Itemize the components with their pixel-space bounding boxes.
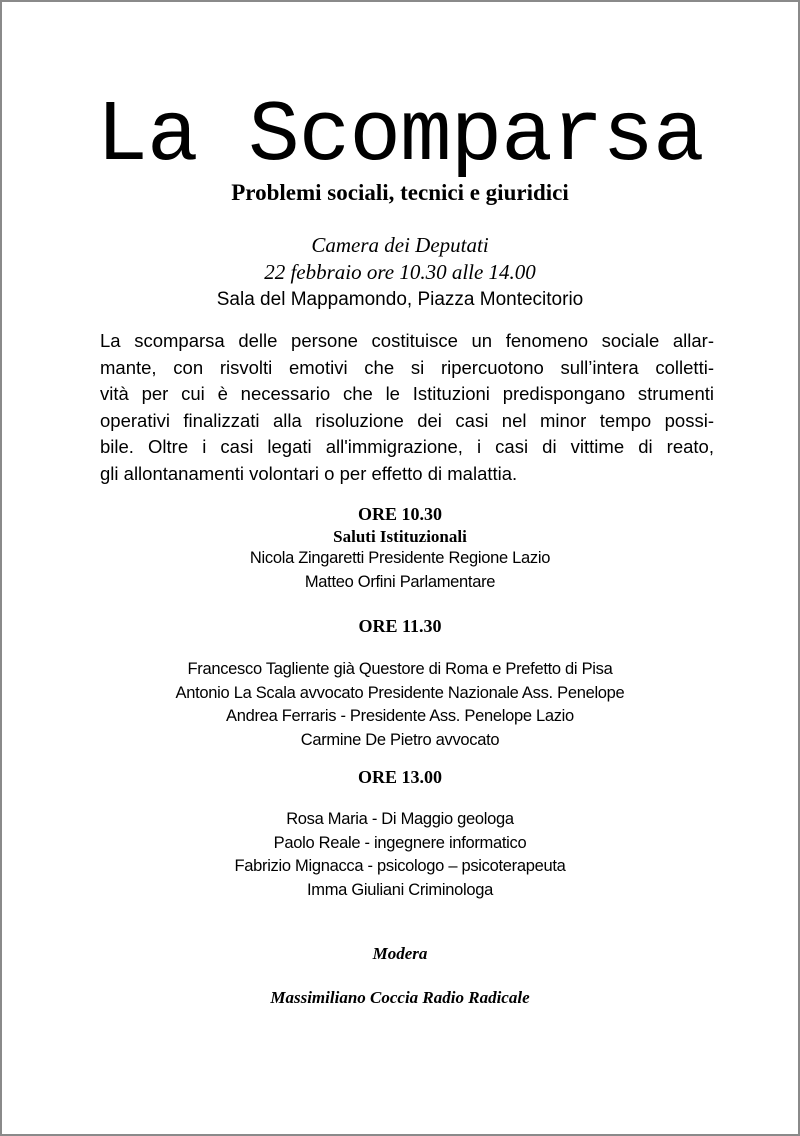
intro-line: La scomparsa delle persone costituisce un fenomeno sociale allar- [100, 330, 714, 351]
session-1-time: ORE 10.30 [357, 504, 442, 524]
venue-date-time: 22 febbraio ore 10.30 alle 14.00 [264, 260, 536, 284]
speaker: Fabrizio Mignacca - psicologo – psicoterapeuta [234, 857, 566, 875]
intro-line: bile. Oltre i casi legati all'immigrazione, i casi di vittime di reato, [100, 436, 714, 457]
intro-line: gli allontanamenti volontari o per effetto di malattia. [100, 462, 518, 484]
speaker: Matteo Orfini Parlamentare [304, 572, 496, 591]
intro-line: mante, con risvolti emotivi che si ripercuotono sull’intera colletti- [100, 356, 714, 378]
intro-line: operativi finalizzati alla risoluzione dei casi nel minor tempo possi- [100, 409, 714, 431]
venue-institution: Camera dei Deputati [311, 233, 489, 257]
event-title: La Scomparsa [96, 87, 704, 185]
session-2-time: ORE 11.30 [358, 616, 442, 636]
speaker: Paolo Reale - ingegnere informatico [273, 833, 527, 852]
venue-location: Sala del Mappamondo, Piazza Montecitorio [216, 289, 584, 310]
session-3-time: ORE 13.00 [357, 767, 442, 787]
moderator-label: Modera [372, 944, 428, 963]
intro-line: vità per cui è necessario che le Istituzioni predispongano strumenti [100, 383, 714, 404]
speaker: Imma Giuliani Criminologa [307, 880, 493, 899]
speaker: Antonio La Scala avvocato Presidente Nazionale Ass. Penelope [175, 683, 625, 702]
speaker: Rosa Maria - Di Maggio geologa [286, 810, 514, 828]
session-3-speakers [2, 808, 798, 902]
session-1-heading: Saluti Istituzionali [333, 527, 467, 546]
event-subtitle: Problemi sociali, tecnici e giuridici [231, 180, 569, 205]
speaker: Nicola Zingaretti Presidente Regione Lazio [249, 549, 551, 567]
moderator-name: Massimiliano Coccia Radio Radicale [270, 988, 530, 1007]
venue-block [2, 232, 798, 313]
speaker: Carmine De Pietro avvocato [300, 730, 500, 749]
intro-paragraph [100, 328, 714, 487]
speaker: Andrea Ferraris - Presidente Ass. Penelope Lazio [226, 707, 574, 725]
speaker: Francesco Tagliente già Questore di Roma e Prefetto di Pisa [187, 660, 613, 678]
session-1-speakers [2, 547, 798, 594]
session-2-speakers [2, 658, 798, 752]
